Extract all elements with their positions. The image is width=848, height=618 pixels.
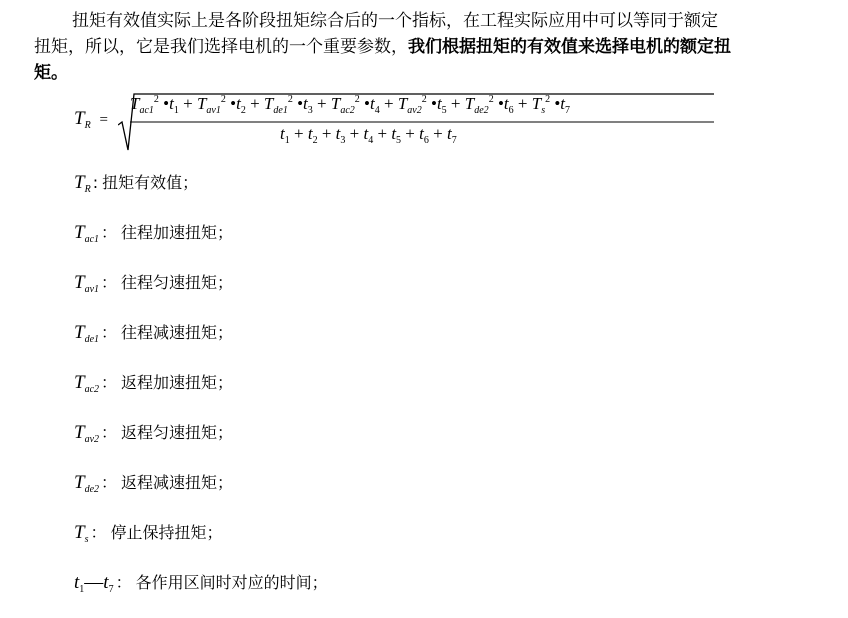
rms-torque-formula [74, 92, 654, 154]
def-item-ts: $T_s$ ： 停止保持扭矩； [74, 518, 328, 568]
def-item-tde1: $T_{de1}$ ： 往程减速扭矩； [74, 318, 328, 368]
symbol: $T_{ac1}$ [74, 222, 100, 245]
symbol: $T_{ac2}$ [74, 372, 100, 395]
def-item-tav1: $T_{av1}$ ： 往程匀速扭矩； [74, 268, 328, 318]
symbol: $T_{av1}$ [74, 272, 100, 295]
symbol: $T_{de2}$ [74, 472, 100, 495]
formula-numerator: $T_{ac1}^2$ $•t_1 + T_{av1}^2$ $•t_2 + T_{de1}^2$ $•t_3 + T_{ac2}^2$ $•t_4 + T_{av2}^2$ $•t_5 + T_{de2}^2$ $•t_6 + T_s^2$ $•t_7$ [130, 94, 571, 116]
intro-paragraph [34, 8, 734, 86]
def-item-tav2: $T_{av2}$ ： 返程匀速扭矩； [74, 418, 328, 468]
symbol: $t_1—t_7$ [74, 572, 114, 595]
formula-lhs: $T_R$ = [74, 108, 108, 131]
symbol: $T_R$ [74, 172, 91, 195]
intro-text: 扭矩有效值实际上是各阶段扭矩综合后的一个指标，在工程实际应用中可以等同于额定扭矩，所以，它是我们选择电机的一个重要参数， [34, 11, 718, 57]
def-item-tde2: $T_{de2}$ ： 返程减速扭矩； [74, 468, 328, 518]
formula-denominator: $t_1 + t_2 + t_3 + t_4 + t_5 + t_6 + t_7$ [280, 124, 457, 146]
definition-list [74, 168, 328, 618]
symbol: $T_{av2}$ [74, 422, 100, 445]
def-item-t1-t7: $t_1—t_7$ ： 各作用区间时对应的时间； [74, 568, 328, 618]
intro-bold-text: 我们根据扭矩的有效值来选择电机的额定扭矩。 [34, 37, 731, 83]
symbol: $T_{de1}$ [74, 322, 100, 345]
def-item-tr: $T_R$ : 扭矩有效值； [74, 168, 328, 218]
symbol: $T_s$ [74, 522, 89, 545]
def-item-tac2: $T_{ac2}$ ： 返程加速扭矩； [74, 368, 328, 418]
def-item-tac1: $T_{ac1}$ ： 往程加速扭矩； [74, 218, 328, 268]
